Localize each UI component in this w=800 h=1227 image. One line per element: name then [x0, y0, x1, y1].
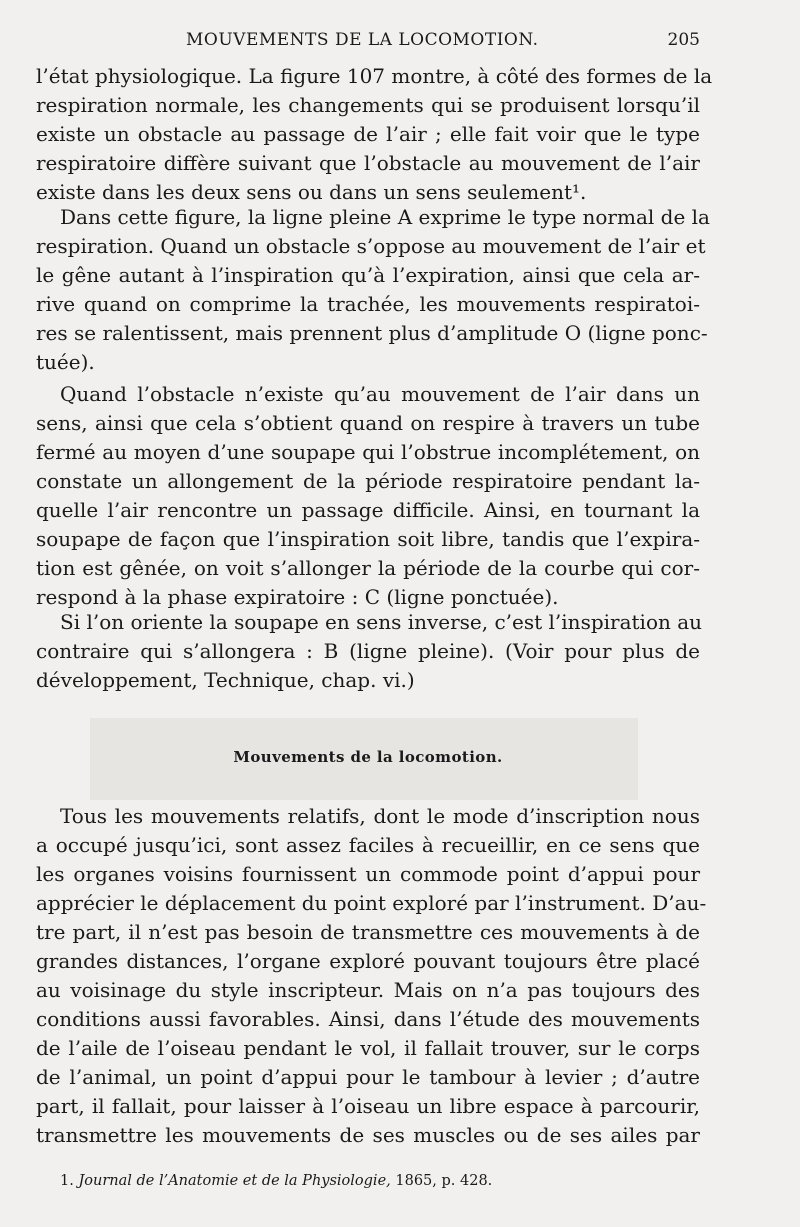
text-line: rive quand on comprime la trachée, les mouvements respiratoi- — [36, 292, 700, 316]
running-title: MOUVEMENTS DE LA LOCOMOTION. — [186, 30, 539, 50]
text-line: conditions aussi favorables. Ainsi, dans l’étude des mouvements — [36, 1007, 700, 1031]
text-line: soupape de façon que l’inspiration soit libre, tandis que l’expira- — [36, 527, 700, 551]
text-line: existe un obstacle au passage de l’air ; elle fait voir que le type — [36, 122, 700, 146]
text-line: tion est gênée, on voit s’allonger la période de la courbe qui cor- — [36, 556, 700, 580]
paragraph-5 — [36, 802, 707, 1150]
text-line: Quand l’obstacle n’existe qu’au mouvement de l’air dans un — [60, 382, 700, 406]
text-line: tre part, il n’est pas besoin de transmettre ces mouvements à de — [36, 920, 700, 944]
text-line: l’état physiologique. La figure 107 montre, à côté des formes de la — [36, 64, 713, 88]
text-line: Dans cette figure, la ligne pleine A exprime le type normal de la — [60, 205, 710, 229]
footnote-number: 1. — [60, 1173, 74, 1189]
paragraph-1 — [36, 62, 713, 207]
text-line: développement, Technique, chap. vi.) — [36, 668, 415, 692]
text-line: existe dans les deux sens ou dans un sens seulement¹. — [36, 180, 587, 204]
text-line: a occupé jusqu’ici, sont assez faciles à recueillir, en ce sens que — [36, 833, 700, 857]
text-line: les organes voisins fournissent un commode point d’appui pour — [36, 862, 700, 886]
text-line: le gêne autant à l’inspiration qu’à l’expiration, ainsi que cela ar- — [36, 263, 700, 287]
text-line: Si l’on oriente la soupape en sens inverse, c’est l’inspiration au — [60, 610, 703, 634]
paragraph-3 — [36, 380, 700, 612]
text-line: Tous les mouvements relatifs, dont le mode d’inscription nous — [60, 804, 700, 828]
text-line: respiration. Quand un obstacle s’oppose au mouvement de l’air et — [36, 234, 706, 258]
text-line: de l’animal, un point d’appui pour le tambour à levier ; d’autre — [36, 1065, 700, 1089]
text-line: grandes distances, l’organe exploré pouvant toujours être placé — [36, 949, 700, 973]
paragraph-2 — [36, 203, 710, 377]
running-head — [36, 30, 700, 54]
text-line: au voisinage du style inscripteur. Mais on n’a pas toujours des — [36, 978, 700, 1002]
text-line: transmettre les mouvements de ses muscles ou de ses ailes par — [36, 1123, 700, 1147]
text-line: respiration normale, les changements qui se produisent lorsqu’il — [36, 93, 700, 117]
page-number: 205 — [667, 30, 700, 50]
text-line: constate un allongement de la période respiratoire pendant la- — [36, 469, 700, 493]
text-line: quelle l’air rencontre un passage difficile. Ainsi, en tournant la — [36, 498, 700, 522]
text-line: fermé au moyen d’une soupape qui l’obstrue incomplétement, on — [36, 440, 700, 464]
text-line: res se ralentissent, mais prennent plus d’amplitude O (ligne ponc- — [36, 321, 708, 345]
footnote — [60, 1173, 680, 1189]
text-line: contraire qui s’allongera : B (ligne pleine). (Voir pour plus de — [36, 639, 700, 663]
section-heading: Mouvements de la locomotion. — [233, 748, 503, 766]
text-line: apprécier le déplacement du point exploré par l’instrument. D’au- — [36, 891, 707, 915]
footnote-journal: Journal de l’Anatomie et de la Physiologie, — [78, 1173, 391, 1189]
text-line: de l’aile de l’oiseau pendant le vol, il fallait trouver, sur le corps — [36, 1036, 700, 1060]
footnote-citation: 1865, p. 428. — [395, 1173, 493, 1189]
text-line: part, il fallait, pour laisser à l’oiseau un libre espace à parcourir, — [36, 1094, 700, 1118]
paragraph-4 — [36, 608, 703, 695]
text-line: sens, ainsi que cela s’obtient quand on respire à travers un tube — [36, 411, 700, 435]
text-line: respond à la phase expiratoire : C (ligne ponctuée). — [36, 585, 559, 609]
text-line: tuée). — [36, 350, 95, 374]
text-line: respiratoire diffère suivant que l’obstacle au mouvement de l’air — [36, 151, 700, 175]
